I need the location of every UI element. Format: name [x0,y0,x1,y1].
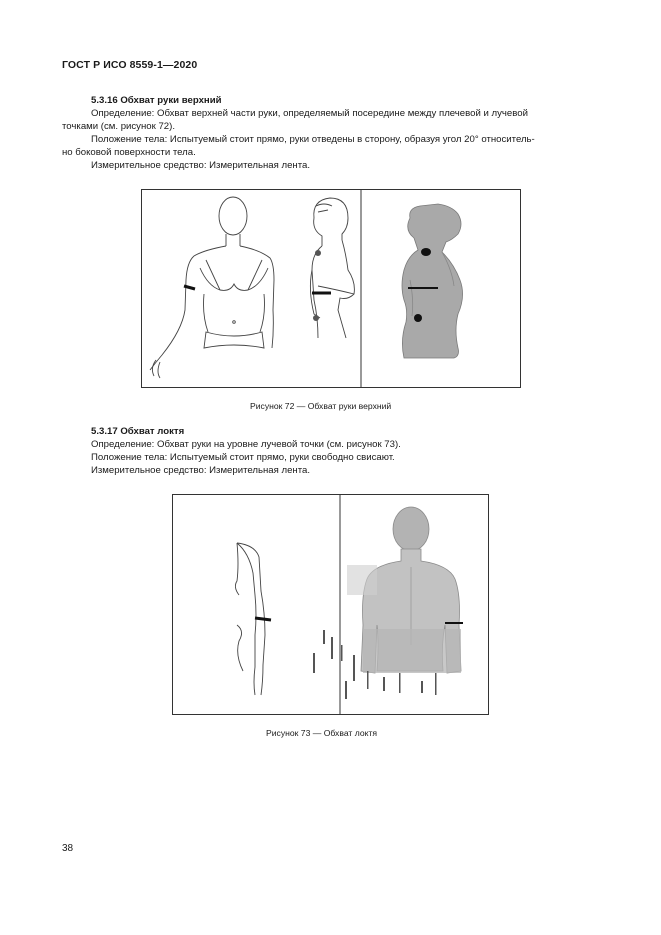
elbow-tape [255,618,271,620]
figure-72-caption: Рисунок 72 — Обхват руки верхний [250,401,392,411]
figure-73-illustration [173,495,488,714]
section-title-5317: 5.3.17 Обхват локтя [91,426,185,437]
scan-figure-72 [402,204,463,358]
scan-shoulder-marker [421,248,431,256]
paragraph-instrument: Измерительное средство: Измерительная лента. [91,465,310,476]
figure-73-caption: Рисунок 73 — Обхват локтя [266,728,378,738]
paragraph-definition: Определение: Обхват руки на уровне лучевой точки (см. рисунок 73). [91,439,401,450]
figure-72 [141,189,521,388]
radial-point-marker [313,315,319,321]
document-header: ГОСТ Р ИСО 8559-1—2020 [62,59,198,71]
page-number: 38 [62,843,74,854]
paragraph-position: Положение тела: Испытуемый стоит прямо, руки отведены в сторону, образуя угол 20° относитель- [91,134,535,145]
section-title-5316: 5.3.16 Обхват руки верхний [91,95,222,106]
paragraph-position: Положение тела: Испытуемый стоит прямо, руки свободно свисают. [91,452,395,463]
paragraph-position-cont: но боковой поверхности тела. [62,147,196,158]
scan-figure-73 [313,507,461,699]
acromion-point-marker [315,250,321,256]
figure-72-illustration [142,190,520,387]
figure-73 [172,494,489,715]
paragraph-definition-cont: точками (см. рисунок 72). [62,121,176,132]
paragraph-definition: Определение: Обхват верхней части руки, определяемый посередине между плечевой и лучевой [91,108,528,119]
scan-elbow-marker [414,314,422,322]
paragraph-instrument: Измерительное средство: Измерительная лента. [91,160,310,171]
front-figure-drawing [150,197,274,378]
